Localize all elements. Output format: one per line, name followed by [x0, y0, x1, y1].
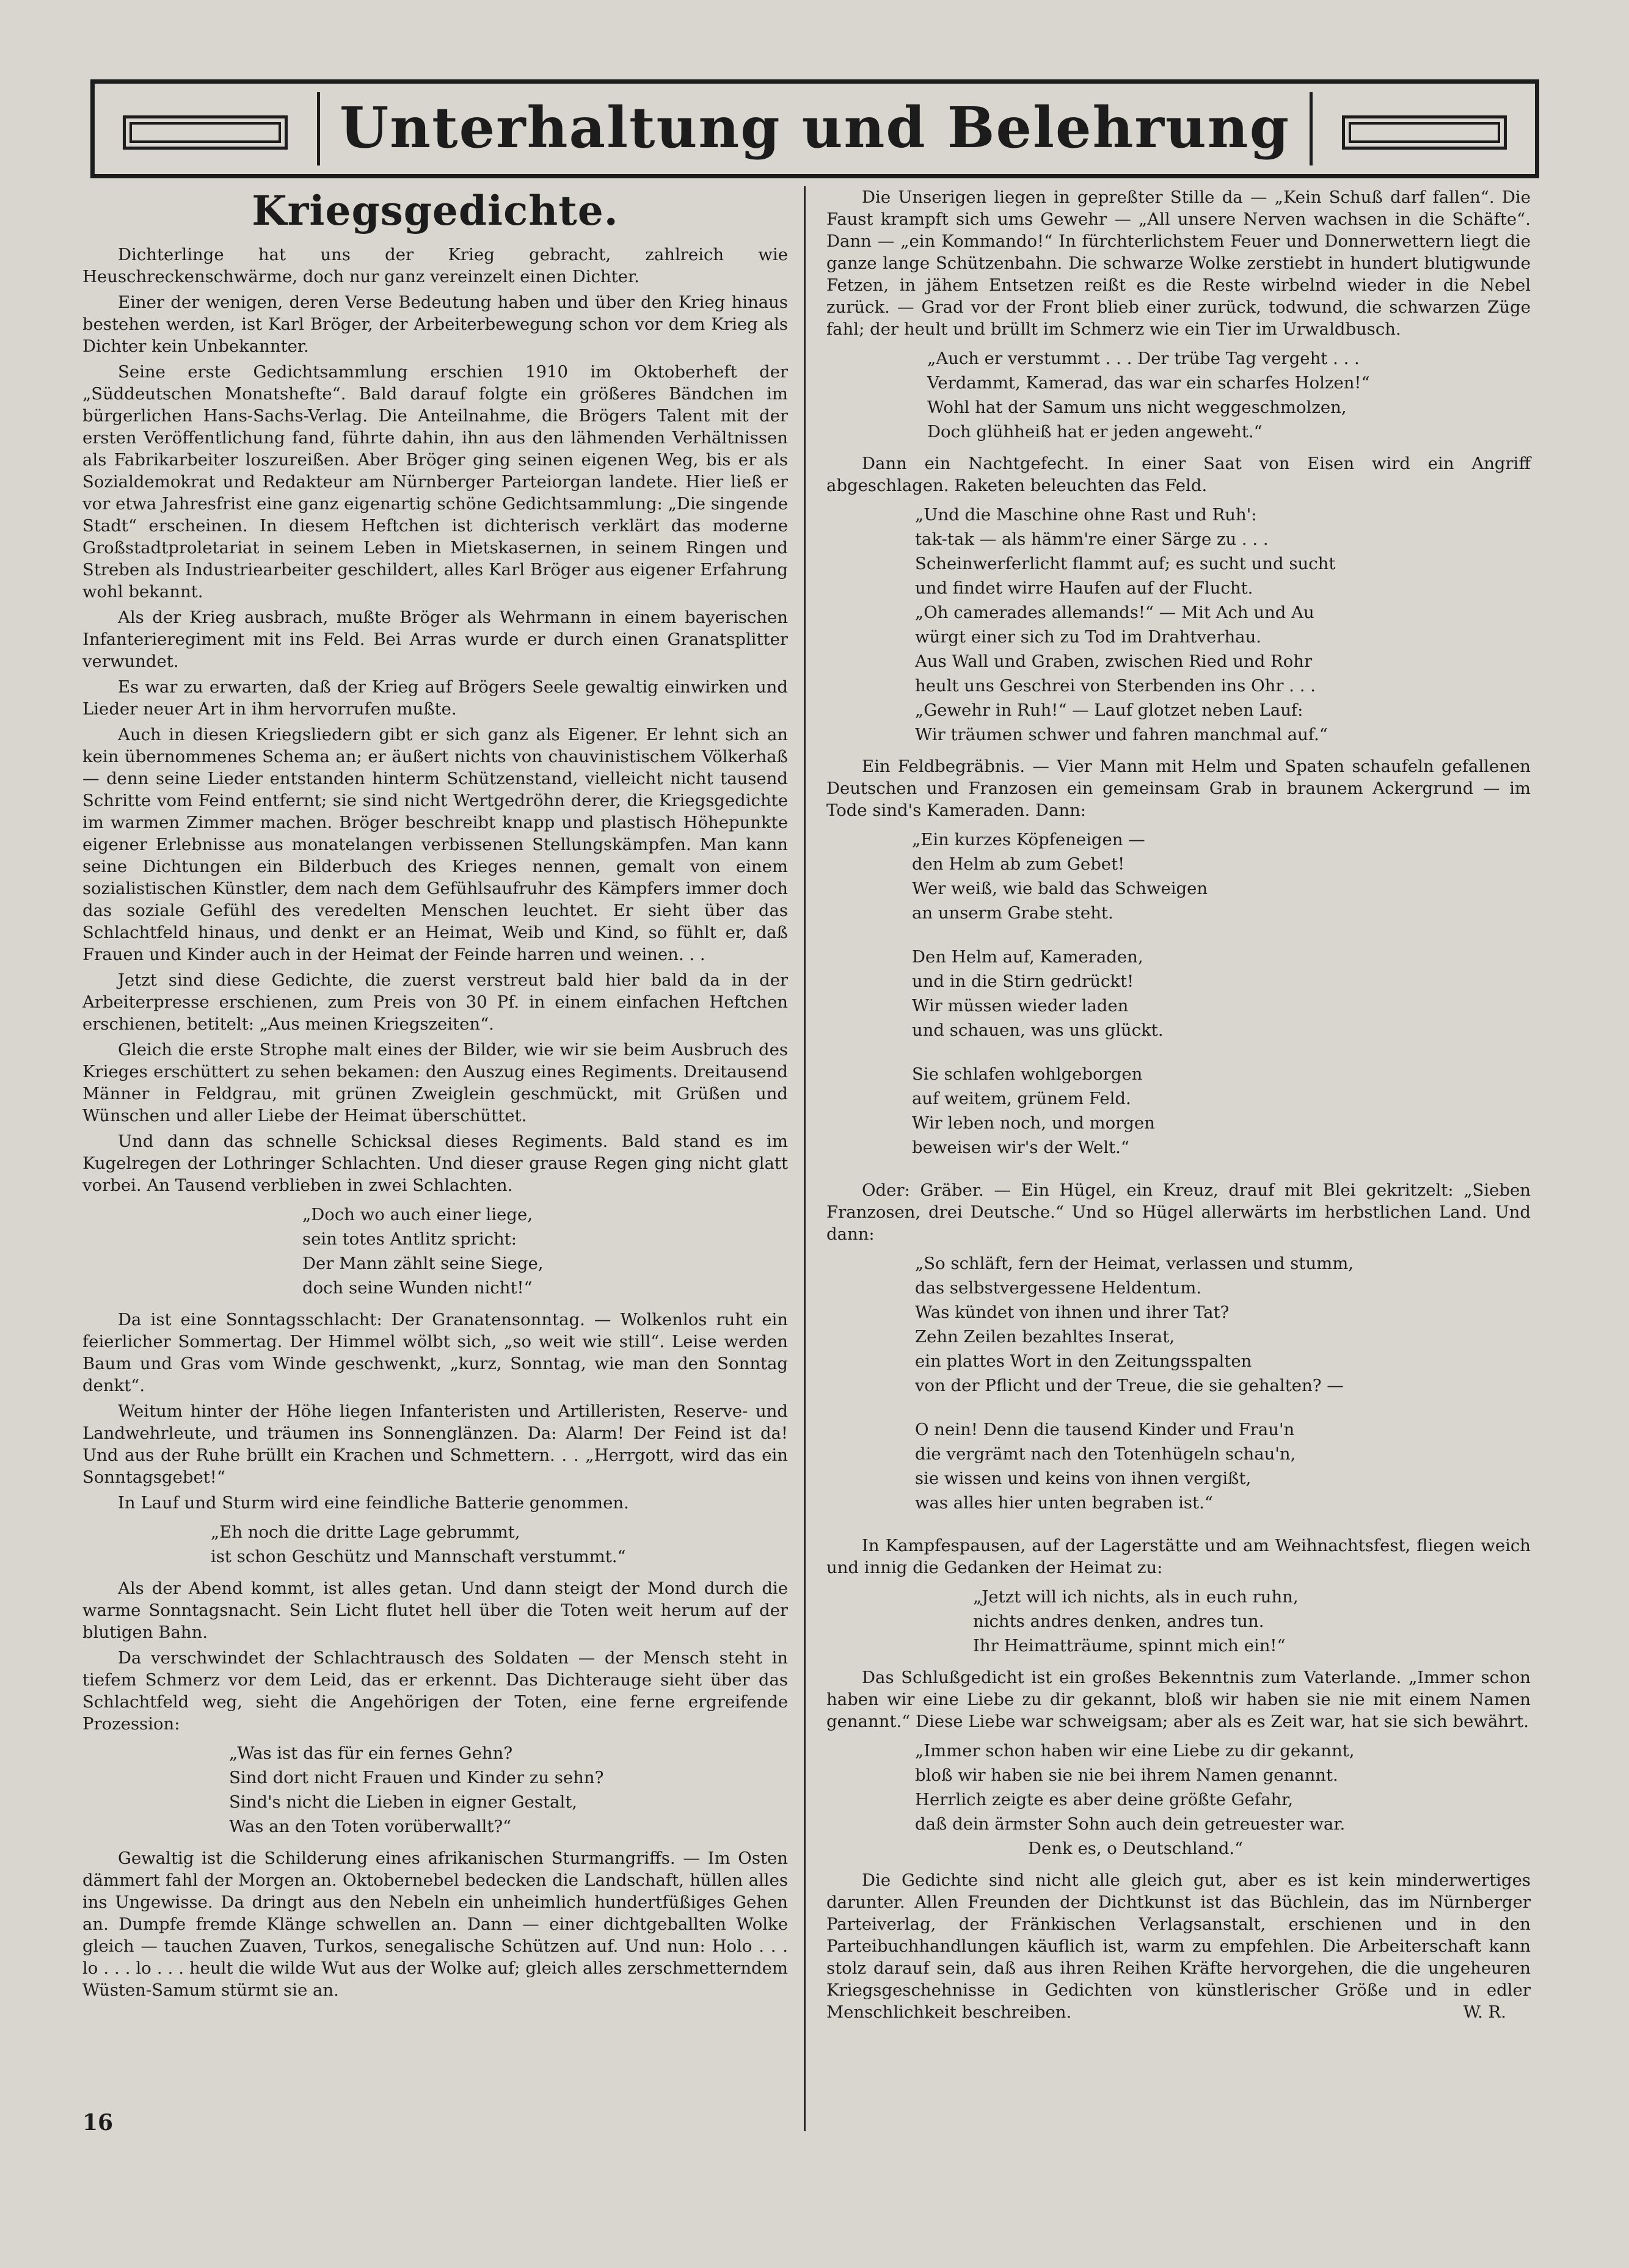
poem-excerpt	[826, 1251, 1531, 1515]
poem-stanza	[912, 1062, 1531, 1160]
poem-excerpt	[82, 1202, 788, 1300]
poem-line: „Doch wo auch einer liege,	[302, 1205, 533, 1224]
page-number: 16	[82, 2110, 114, 2135]
paragraph: Auch in diesen Kriegsliedern gibt er sich ganz als Eigener. Er lehnt sich an kein übernommenes Schema an; er äußert nichts von chauvinistischem Völkerhaß — denn seine Lieder entstanden hinterm Schützenstand, vielleicht nicht tausend Schritte vom Feind entfernt; sie sind nicht Wertgedröhn derer, die Kriegsgedichte im warmen Zimmer machen. Bröger beschreibt knapp und plastisch Höhepunkte eigener Erlebnisse aus monatelangen verbissenen Stellungskämpfen. Man kann seine Dichtungen ein Bilderbuch des Krieges nennen, gemalt von einem sozialistischen Künstler, dem nach dem Gefühlsaufruhr des Kämpfers immer doch das soziale Gefühl des veredelten Menschen leuchtet. Er sieht über das Schlachtfeld hinaus, und denkt er an Heimat, Weib und Kind, so fühlt er, daß Frauen und Kinder auch in der Heimat der Feinde harren und weinen. . .	[82, 725, 788, 964]
poem-line: Der Mann zählt seine Siege,	[302, 1254, 544, 1273]
poem-line: das selbstvergessene Heldentum.	[915, 1278, 1202, 1298]
poem-line: „Jetzt will ich nichts, als in euch ruhn,	[973, 1587, 1299, 1607]
section-title: Unterhaltung und Belehrung	[339, 95, 1291, 161]
poem-line: bloß wir haben sie nie bei ihrem Namen genannt.	[915, 1765, 1338, 1785]
paragraph: Da ist eine Sonntagsschlacht: Der Granatensonntag. — Wolkenlos ruht ein feierlicher Sommertag. Der Himmel wölbt sich, „so weit wie still“. Leise werden Baum und Gras vom Winde geschwenkt, „kurz, Sonntag, wie man den Sonntag denkt“.	[82, 1310, 788, 1395]
poem-line: Was kündet von ihnen und ihrer Tat?	[915, 1303, 1230, 1322]
poem-line: ein plattes Wort in den Zeitungsspalten	[915, 1351, 1252, 1371]
paragraph: Es war zu erwarten, daß der Krieg auf Brögers Seele gewaltig einwirken und Lieder neuer Art in ihm hervorrufen mußte.	[82, 677, 788, 719]
poem-line: und findet wirre Haufen auf der Flucht.	[915, 578, 1253, 598]
closing-paragraph	[826, 1869, 1531, 2023]
closing-text: Die Gedichte sind nicht alle gleich gut, aber es ist kein minderwertiges darunter. Allen Freunden der Dichtkunst ist das Büchlein, das im Nürnberger Parteiverlag, der Fränkischen Verlagsanstalt, erschienen und in den Parteibuchhandlungen käuflich ist, warm zu empfehlen. Die Arbeiterschaft kann stolz darauf sein, daß aus ihren Reihen Kräfte hervorgehen, die die ungeheuren Kriegsgeschehnisse in Gedichten von künstlerischer Größe und in edler Menschlichkeit beschreiben.	[826, 1870, 1531, 2022]
poem-line: Zehn Zeilen bezahltes Inserat,	[915, 1327, 1175, 1347]
poem-line: auf weitem, grünem Feld.	[912, 1089, 1131, 1108]
poem-line: Wir träumen schwer und fahren manchmal auf.“	[915, 725, 1328, 744]
poem-line: tak-tak — als hämm're einer Särge zu . . .	[915, 529, 1269, 549]
paragraph: Seine erste Gedichtsammlung erschien 1910 im Oktoberheft der „Süddeutschen Monatshefte“. Bald darauf folgte ein größeres Bändchen im bürgerlichen Hans-Sachs-Verlag. Die Anteilnahme, die Brögers Talent mit der ersten Veröffentlichung fand, führte dahin, ihn aus den lähmenden Verhältnissen als Fabrikarbeiter loszureißen. Aber Bröger ging seinen eigenen Weg, bis er als Sozialdemokrat und Redakteur am Nürnberger Parteiorgan landete. Hier ließ er vor etwa Jahresfrist eine ganz eigenartig schöne Gedichtsammlung: „Die singende Stadt“ erscheinen. In diesem Heftchen ist dichterisch verklärt das moderne Großstadtproletariat in seinem Leben in Mietskasernen, in seinem Ringen und Streben als Industriearbeiter geschildert, alles Karl Bröger aus eigener Erfahrung wohl bekannt.	[82, 362, 788, 602]
poem-line: von der Pflicht und der Treue, die sie gehalten? —	[915, 1376, 1344, 1395]
paragraph: Dichterlinge hat uns der Krieg gebracht, zahlreich wie Heuschreckenschwärme, doch nur ganz vereinzelt einen Dichter.	[82, 245, 788, 286]
poem-line: „Und die Maschine ohne Rast und Ruh':	[915, 505, 1257, 525]
paragraph: Gleich die erste Strophe malt eines der Bilder, wie wir sie beim Ausbruch des Krieges erschüttert zu sehen bekamen: den Auszug eines Regiments. Dreitausend Männer in Feldgrau, mit grünen Zweiglein geschmückt, mit Grüßen und Wünschen und aller Liebe der Heimat überschüttet.	[82, 1040, 788, 1125]
poem-line: würgt einer sich zu Tod im Drahtverhau.	[915, 627, 1262, 647]
poem-line: heult uns Geschrei von Sterbenden ins Ohr . . .	[915, 676, 1316, 696]
poem-stanza	[912, 827, 1531, 925]
paragraph: Und dann das schnelle Schicksal dieses Regiments. Bald stand es im Kugelregen der Lothringer Schlachten. Und dieser grause Regen ging nicht glatt vorbei. An Tausend verblieben in zwei Schlachten.	[82, 1132, 788, 1195]
poem-line: Wir müssen wieder laden	[912, 996, 1129, 1016]
poem-line: die vergrämt nach den Totenhügeln schau'n,	[915, 1444, 1296, 1464]
poem-line: „Immer schon haben wir eine Liebe zu dir gekannt,	[915, 1741, 1355, 1761]
column-divider	[804, 186, 806, 2131]
paragraph: Gewaltig ist die Schilderung eines afrikanischen Sturmangriffs. — Im Osten dämmert fahl der Morgen an. Oktobernebel bedecken die Landschaft, hüllen alles ins Ungewisse. Da dringt aus den Nebeln ein unheimlich hundertfüßiges Gehen an. Dumpfe fremde Klänge schwellen an. Dann — einer dichtgeballten Wolke gleich — tauchen Zuaven, Turkos, senegalische Schützen auf. Und nun: Holo . . . lo . . . lo . . . heult die wilde Wut aus der Wolke auf; gleich alles zerschmetterndem Wüsten-Samum stürmt sie an.	[82, 1848, 788, 2000]
poem-stanza	[915, 1251, 1531, 1398]
poem-line: „Eh noch die dritte Lage gebrummt,	[211, 1522, 520, 1542]
paragraph: Dann ein Nachtgefecht. In einer Saat von Eisen wird ein Angriff abgeschlagen. Raketen beleuchten das Feld.	[826, 454, 1531, 495]
poem-excerpt	[82, 1520, 788, 1569]
poem-line: „Gewehr in Ruh!“ — Lauf glotzet neben Lauf:	[915, 700, 1303, 720]
poem-line: nichts andres denken, andres tun.	[973, 1612, 1264, 1631]
paragraph: Weitum hinter der Höhe liegen Infanteristen und Artilleristen, Reserve- und Landwehrleute, und träumen ins Sonnenglänzen. Da: Alarm! Der Feind ist da! Und aus der Ruhe brüllt ein Krachen und Schmettern. . . „Herrgott, wird das ein Sonntagsgebet!“	[82, 1401, 788, 1487]
poem-line: Sind's nicht die Lieben in eigner Gestalt,	[229, 1792, 578, 1812]
poem-line: doch seine Wunden nicht!“	[302, 1278, 533, 1298]
poem-excerpt	[82, 1741, 788, 1839]
poem-line: Aus Wall und Graben, zwischen Ried und Rohr	[915, 652, 1313, 671]
poem-line: was alles hier unten begraben ist.“	[915, 1493, 1213, 1513]
ornament-frame-icon	[1342, 115, 1507, 150]
poem-excerpt	[826, 1585, 1531, 1658]
poem-line: den Helm ab zum Gebet!	[912, 854, 1125, 874]
paragraph: Ein Feldbegräbnis. — Vier Mann mit Helm und Spaten schaufeln gefallenen Deutschen und Franzosen ein gemeinsam Grab in braunem Ackergrund — im Tode sind's Kameraden. Dann:	[826, 757, 1531, 820]
poem-line: daß dein ärmster Sohn auch dein getreuester war.	[915, 1814, 1346, 1834]
paragraph: In Kampfespausen, auf der Lagerstätte und am Weihnachtsfest, fliegen weich und innig die Gedanken der Heimat zu:	[826, 1536, 1531, 1577]
paragraph: Das Schlußgedicht ist ein großes Bekenntnis zum Vaterlande. „Immer schon haben wir eine Liebe zu dir gekannt, bloß wir haben sie nie mit einem Namen genannt.“ Diese Liebe war schweigsam; aber als es Zeit war, hat sie sich bewährt.	[826, 1668, 1531, 1731]
poem-line: „Auch er verstummt . . . Der trübe Tag vergeht . . .	[927, 349, 1360, 368]
ornament-frame-icon	[123, 115, 288, 150]
poem-line: beweisen wir's der Welt.“	[912, 1138, 1129, 1157]
poem-line: sie wissen und keins von ihnen vergißt,	[915, 1469, 1252, 1488]
poem-line: Doch glühheiß hat er jeden angeweht.“	[927, 422, 1263, 442]
poem-line: „Was ist das für ein fernes Gehn?	[229, 1743, 513, 1763]
paragraph: Oder: Gräber. — Ein Hügel, ein Kreuz, drauf mit Blei gekritzelt: „Sieben Franzosen, drei Deutsche.“ Und so Hügel allerwärts im herbstlichen Land. Und dann:	[826, 1180, 1531, 1244]
poem-line: sein totes Antlitz spricht:	[302, 1229, 517, 1249]
paragraph: Die Unserigen liegen in gepreßter Stille da — „Kein Schuß darf fallen“. Die Faust krampft sich ums Gewehr — „All unsere Nerven wachsen in die Schäfte“. Dann — „ein Kommando!“ In fürchterlichstem Feuer und Donnerwettern liegt die ganze lange Schützenbahn. Die schwarze Wolke zerstiebt in hundert blutigwunde Fetzen, in jähem Entsetzen reißt es die Reste wirbelnd wieder in die Nebel zurück. — Grad vor der Front blieb einer zurück, todwund, die schwarzen Züge fahl; der heult und brüllt im Schmerz wie ein Tier im Urwaldbusch.	[826, 187, 1531, 339]
paragraph: Als der Abend kommt, ist alles getan. Und dann steigt der Mond durch die warme Sonntagsnacht. Sein Licht flutet hell über die Toten weit herum auf der blutigen Bahn.	[82, 1579, 788, 1642]
poem-line: „Oh camerades allemands!“ — Mit Ach und Au	[915, 603, 1314, 622]
paragraph-group-1	[82, 244, 788, 1196]
poem-line: und schauen, was uns glückt.	[912, 1020, 1164, 1040]
right-column	[826, 186, 1531, 2027]
poem-line: Sie schlafen wohlgeborgen	[912, 1064, 1143, 1084]
paragraph: In Lauf und Sturm wird eine feindliche Batterie genommen.	[118, 1493, 629, 1513]
poem-line: O nein! Denn die tausend Kinder und Frau'n	[915, 1420, 1295, 1439]
poem-line: Den Helm auf, Kameraden,	[912, 947, 1143, 967]
poem-line: Denk es, o Deutschland.“	[1028, 1839, 1244, 1858]
poem-line: Herrlich zeigte es aber deine größte Gefahr,	[915, 1790, 1294, 1809]
poem-excerpt	[826, 1739, 1531, 1861]
poem-excerpt	[826, 503, 1531, 747]
poem-line: „Ein kurzes Köpfeneigen —	[912, 830, 1145, 849]
masthead-left-ornament-box	[103, 92, 320, 165]
article-headline: Kriegsgedichte.	[252, 187, 619, 234]
left-column	[82, 186, 788, 2005]
masthead-right-ornament-box	[1310, 92, 1526, 165]
poem-line: Wer weiß, wie bald das Schweigen	[912, 879, 1208, 898]
poem-excerpt	[826, 827, 1531, 1160]
paragraph: Als der Krieg ausbrach, mußte Bröger als Wehrmann in einem bayerischen Infanterieregiment mit ins Feld. Bei Arras wurde er durch einen Granatsplitter verwundet.	[82, 608, 788, 671]
paragraph: Jetzt sind diese Gedichte, die zuerst verstreut bald hier bald da in der Arbeiterpresse erschienen, zum Preis von 30 Pf. in einem einfachen Heftchen erschienen, betitelt: „Aus meinen Kriegszeiten“.	[82, 970, 788, 1034]
author-signature: W. R.	[1463, 2002, 1506, 2022]
poem-line: an unserm Grabe steht.	[912, 903, 1113, 923]
poem-line: Sind dort nicht Frauen und Kinder zu sehn?	[229, 1768, 604, 1787]
poem-line: Verdammt, Kamerad, das war ein scharfes Holzen!“	[927, 373, 1370, 393]
poem-line: „So schläft, fern der Heimat, verlassen und stumm,	[915, 1254, 1354, 1273]
poem-stanza	[912, 945, 1531, 1042]
paragraph: Einer der wenigen, deren Verse Bedeutung haben und über den Krieg hinaus bestehen werden, ist Karl Bröger, der Arbeiterbewegung schon vor dem Krieg als Dichter kein Unbekannter.	[82, 293, 788, 356]
poem-line: Ihr Heimatträume, spinnt mich ein!“	[973, 1636, 1286, 1656]
poem-line: Was an den Toten vorüberwallt?“	[229, 1817, 512, 1836]
paragraph: Da verschwindet der Schlachtrausch des Soldaten — der Mensch steht in tiefem Schmerz vor dem Leid, das er erkennt. Das Dichterauge sieht über das Schlachtfeld weg, sieht die Angehörigen der Toten, eine ferne ergreifende Prozession:	[82, 1648, 788, 1734]
section-masthead	[90, 79, 1539, 178]
poem-line: Wir leben noch, und morgen	[912, 1113, 1155, 1133]
poem-excerpt	[826, 346, 1531, 444]
poem-line: und in die Stirn gedrückt!	[912, 972, 1134, 991]
poem-line: Scheinwerferlicht flammt auf; es sucht und sucht	[915, 554, 1336, 573]
poem-line: ist schon Geschütz und Mannschaft verstummt.“	[211, 1547, 626, 1566]
poem-stanza	[915, 1417, 1531, 1515]
poem-line: Wohl hat der Samum uns nicht weggeschmolzen,	[927, 398, 1347, 417]
